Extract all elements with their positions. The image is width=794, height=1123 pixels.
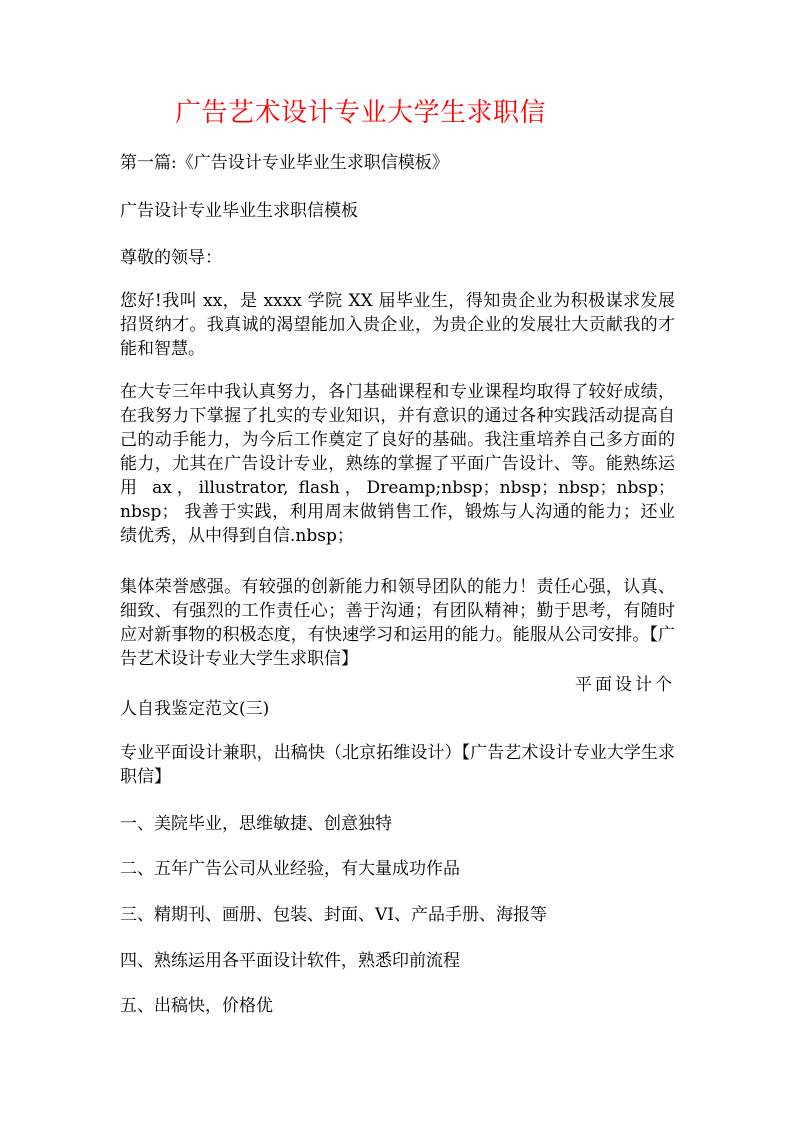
document-title: 广告艺术设计专业大学生求职信: [175, 98, 547, 128]
paragraph-introduction: 您好!我叫 xx，是 xxxx 学院 XX 届毕业生，得知贵企业为积极谋求发展招贤纳才。我真诚的渴望能加入贵企业，为贵企业的发展壮大贡献我的才能和智慧。: [120, 291, 675, 359]
list-item-4: 四、熟练运用各平面设计软件，熟悉印前流程: [120, 951, 460, 971]
list-item-3: 三、精期刊、画册、包装、封面、VI、产品手册、海报等: [120, 905, 547, 925]
paragraph-right-aligned-fragment: 平面设计个: [575, 675, 675, 695]
paragraph-education: 在大专三年中我认真努力，各门基础课程和专业课程均取得了较好成绩，在我努力下掌握了扎实的专业知识，并有意识的通过各种实践活动提高自己的动手能力，为今后工作奠定了良好的基础。我注重培养自己多方面的能力，尤其在广告设计专业，熟练的掌握了平面广告设计、等。能熟练运用 ax，illustrator, flash，Dreamp;nbsp；nbsp；nbsp；nbsp；nbsp； 我善于实践，利用周末做销售工作，锻炼与人沟通的能力；还业绩优秀，从中得到自信.nbsp；: [120, 382, 675, 546]
list-item-2: 二、五年广告公司从业经验，有大量成功作品: [120, 859, 460, 879]
paragraph-subtitle: 广告设计专业毕业生求职信模板: [120, 201, 358, 221]
paragraph-salutation: 尊敬的领导：: [120, 248, 222, 268]
paragraph-section-heading: 第一篇:《广告设计专业毕业生求职信模板》: [120, 153, 449, 173]
paragraph-teamwork: 集体荣誉感强。有较强的创新能力和领导团队的能力！责任心强，认真、细致、有强烈的工作责任心；善于沟通；有团队精神；勤于思考，有随时应对新事物的积极态度，有快速学习和运用的能力。能服从公司安排。【广告艺术设计专业大学生求职信】: [120, 577, 675, 669]
paragraph-freelance-ad: 专业平面设计兼职，出稿快（北京拓维设计）【广告艺术设计专业大学生求职信】: [120, 743, 675, 787]
list-item-1: 一、美院毕业，思维敏捷、创意独特: [120, 814, 392, 834]
list-item-5: 五、出稿快，价格优: [120, 996, 273, 1016]
paragraph-self-assessment-heading: 人自我鉴定范文(三): [120, 699, 270, 719]
